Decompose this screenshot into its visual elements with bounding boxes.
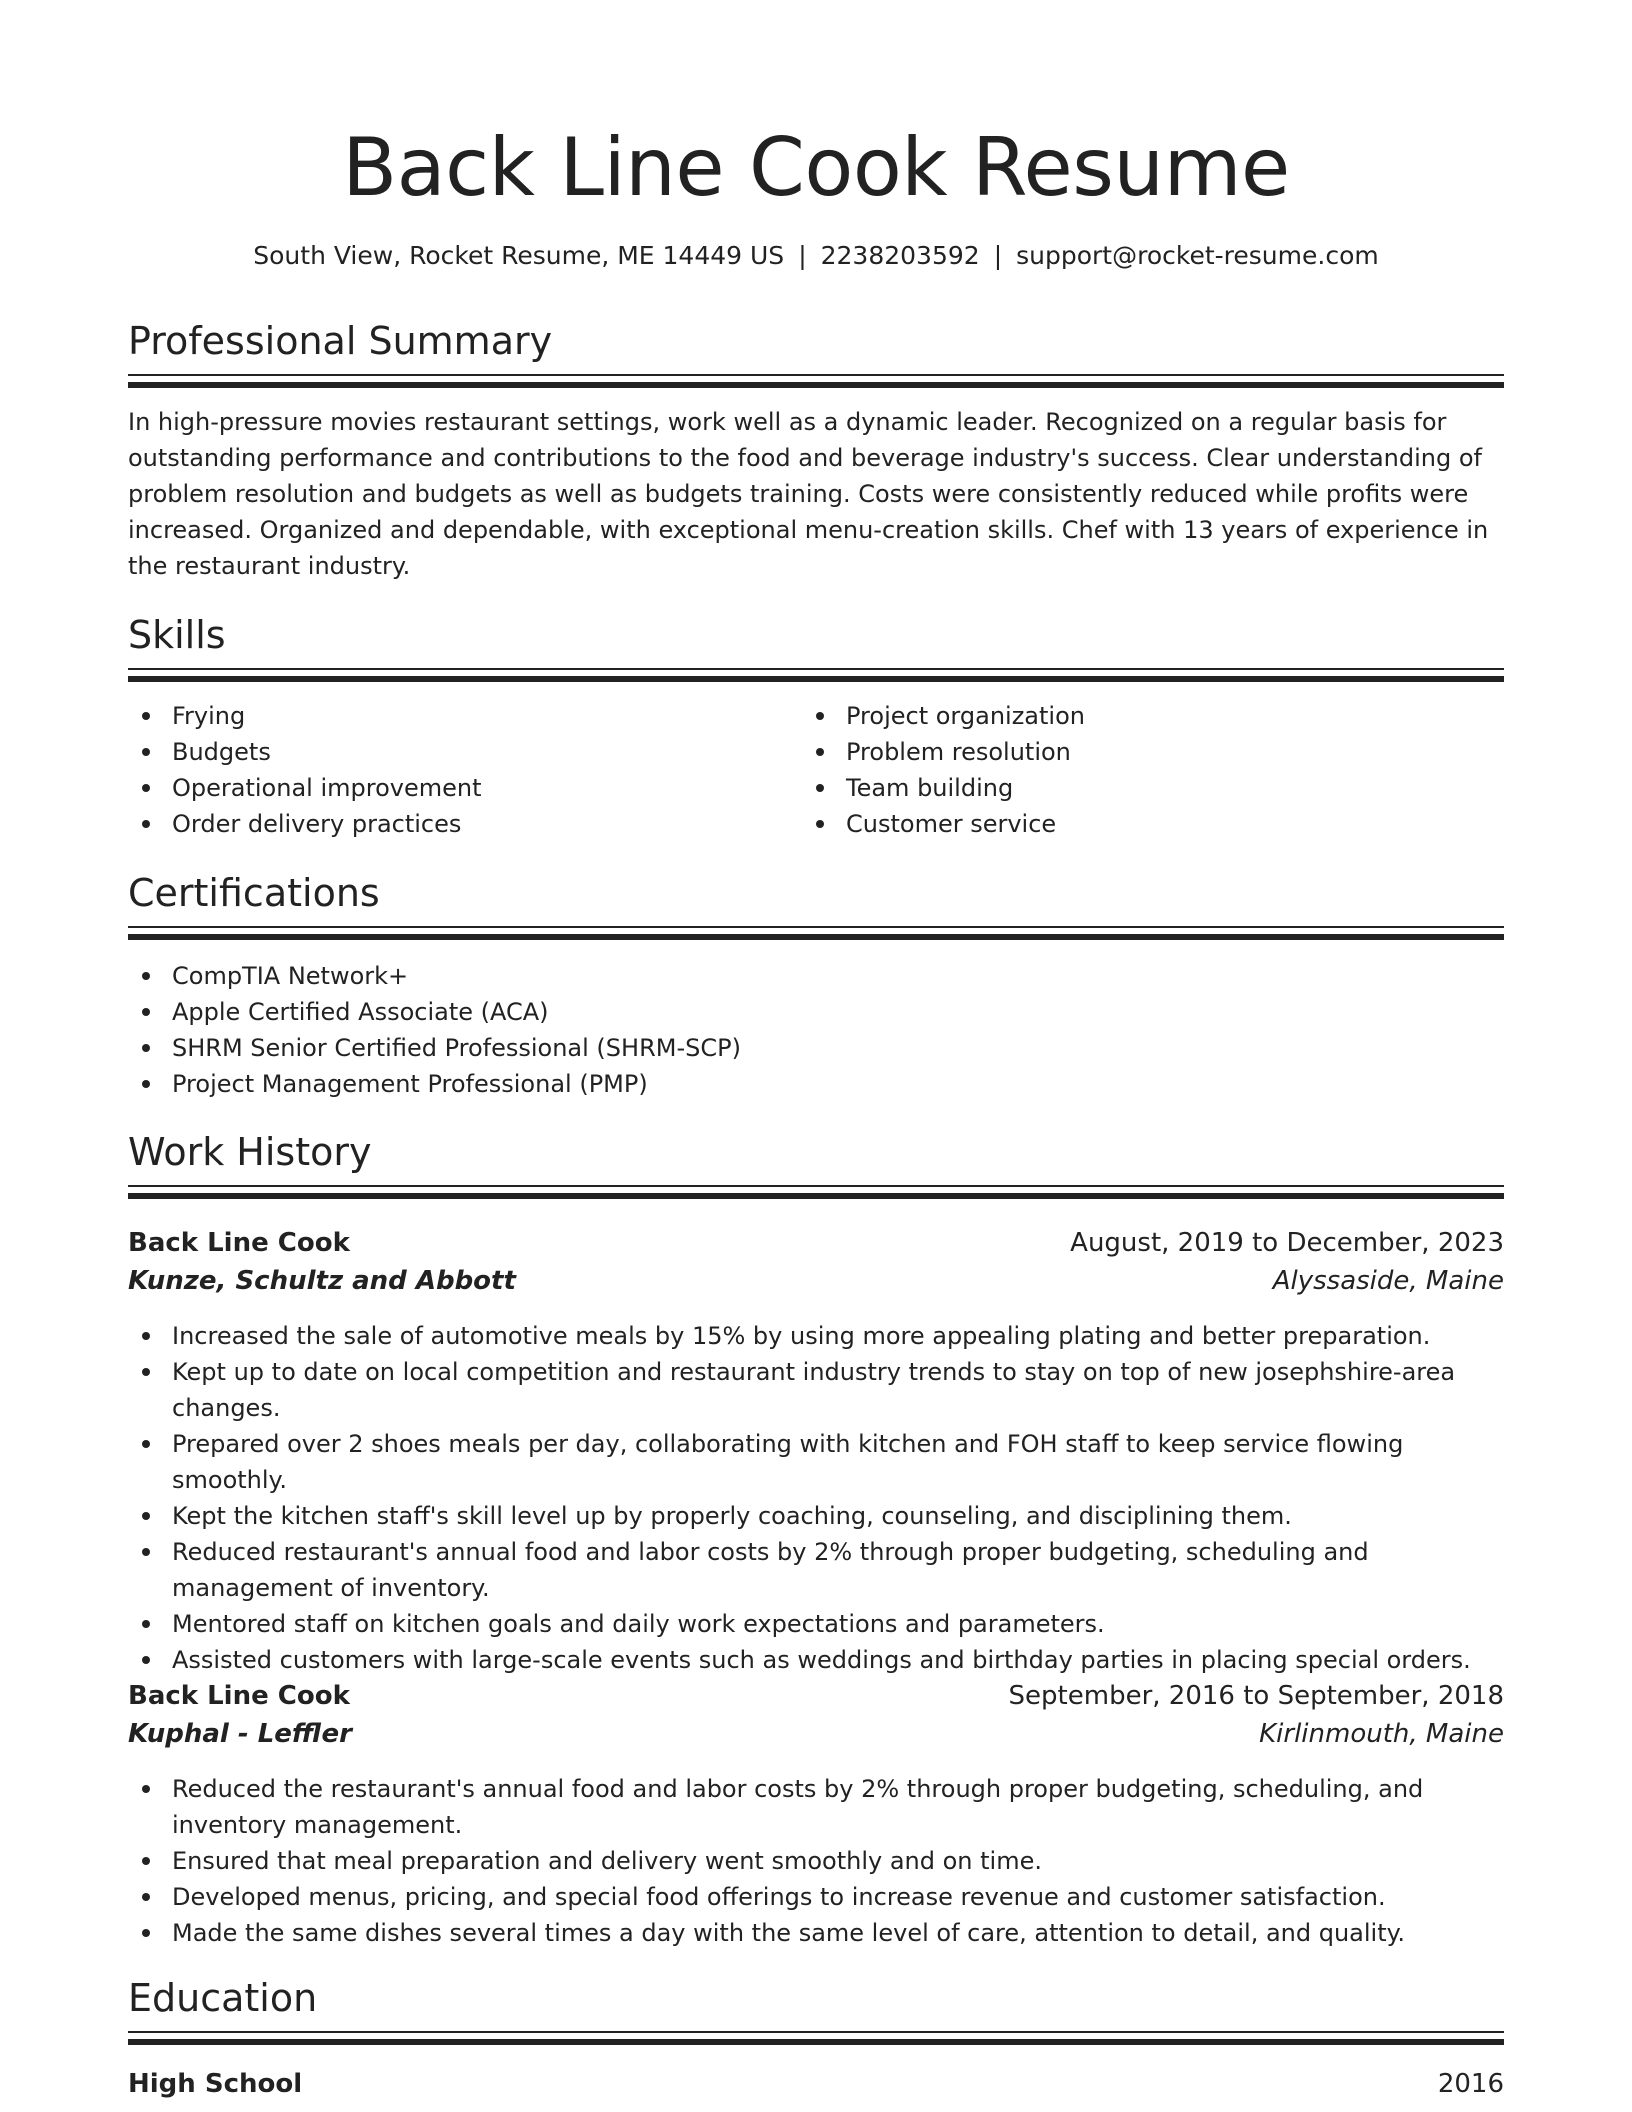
section-heading-education: Education xyxy=(128,1976,318,2020)
section-rule xyxy=(128,2031,1504,2045)
job-bullet: Reduced restaurant's annual food and labor costs by 2% through proper budgeting, scheduling and management of inventory. xyxy=(128,1534,1504,1606)
job-location: Alyssaside, Maine xyxy=(1272,1266,1504,1296)
job-header xyxy=(128,1224,1504,1262)
contact-separator: | xyxy=(993,241,1003,270)
skills-column-left xyxy=(128,698,808,842)
contact-email: support@rocket-resume.com xyxy=(1016,241,1379,270)
job-bullet: Prepared over 2 shoes meals per day, collaborating with kitchen and FOH staff to keep service flowing smoothly. xyxy=(128,1426,1504,1498)
skill-item: Budgets xyxy=(128,734,808,770)
education-degree: High School xyxy=(128,2069,303,2099)
skills-list xyxy=(128,698,808,842)
job-employer-row xyxy=(128,1262,1504,1300)
job-title: Back Line Cook xyxy=(128,1681,350,1711)
job-dates: August, 2019 to December, 2023 xyxy=(1070,1228,1504,1258)
job-bullet: Kept up to date on local competition and restaurant industry trends to stay on top of new josephshire-area changes. xyxy=(128,1354,1504,1426)
job-header xyxy=(128,1677,1504,1715)
section-rule xyxy=(128,926,1504,940)
skill-item: Operational improvement xyxy=(128,770,808,806)
section-rule xyxy=(128,1185,1504,1199)
section-heading-certifications: Certifications xyxy=(128,871,380,915)
job-dates: September, 2016 to September, 2018 xyxy=(1008,1681,1504,1711)
job-location: Kirlinmouth, Maine xyxy=(1259,1719,1504,1749)
skill-item: Frying xyxy=(128,698,808,734)
resume-title: Back Line Cook Resume xyxy=(342,121,1290,214)
contact-line xyxy=(128,238,1504,274)
job-bullet: Mentored staff on kitchen goals and daily work expectations and parameters. xyxy=(128,1606,1504,1642)
education-year: 2016 xyxy=(1437,2069,1504,2099)
section-heading-work-history: Work History xyxy=(128,1130,372,1174)
job-bullet: Assisted customers with large-scale events such as weddings and birthday parties in placing special orders. xyxy=(128,1642,1504,1678)
skills-column-right xyxy=(802,698,1482,842)
skill-item: Customer service xyxy=(802,806,1482,842)
job-bullet: Made the same dishes several times a day with the same level of care, attention to detail, and quality. xyxy=(128,1915,1504,1951)
section-heading-summary: Professional Summary xyxy=(128,319,553,363)
summary-text: In high-pressure movies restaurant settings, work well as a dynamic leader. Recognized on a regular basis for outstanding performance and contributions to the food and beverage industry's success. Clear understanding of problem resolution and budgets as well as budgets training. Costs were consistently reduced while profits were increased. Organized and dependable, with exceptional menu-creation skills. Chef with 13 years of experience in the restaurant industry. xyxy=(128,408,1489,580)
certifications-list xyxy=(128,958,1504,1102)
job-bullet: Ensured that meal preparation and delivery went smoothly and on time. xyxy=(128,1843,1504,1879)
certification-item: SHRM Senior Certified Professional (SHRM-SCP) xyxy=(128,1030,1504,1066)
section-rule xyxy=(128,374,1504,388)
section-rule xyxy=(128,668,1504,682)
job-employer-row xyxy=(128,1715,1504,1753)
certification-item: Project Management Professional (PMP) xyxy=(128,1066,1504,1102)
contact-separator: | xyxy=(798,241,807,270)
contact-address: South View, Rocket Resume, ME 14449 US xyxy=(253,241,785,270)
job-bullet: Developed menus, pricing, and special food offerings to increase revenue and customer satisfaction. xyxy=(128,1879,1504,1915)
skills-list xyxy=(802,698,1482,842)
job-bullet: Increased the sale of automotive meals by 15% by using more appealing plating and better preparation. xyxy=(128,1318,1504,1354)
job-company: Kuphal - Leffler xyxy=(128,1719,352,1749)
job-bullets xyxy=(128,1771,1504,1951)
section-heading-skills: Skills xyxy=(128,613,226,657)
certification-item: Apple Certified Associate (ACA) xyxy=(128,994,1504,1030)
job-company: Kunze, Schultz and Abbott xyxy=(128,1266,516,1296)
skill-item: Order delivery practices xyxy=(128,806,808,842)
job-bullet: Kept the kitchen staff's skill level up by properly coaching, counseling, and disciplining them. xyxy=(128,1498,1504,1534)
job-bullets xyxy=(128,1318,1504,1678)
contact-phone: 2238203592 xyxy=(820,241,980,270)
job-bullet: Reduced the restaurant's annual food and labor costs by 2% through proper budgeting, scheduling, and inventory management. xyxy=(128,1771,1504,1843)
job-title: Back Line Cook xyxy=(128,1228,350,1258)
education-row xyxy=(128,2065,1504,2103)
skill-item: Team building xyxy=(802,770,1482,806)
skill-item: Problem resolution xyxy=(802,734,1482,770)
certification-item: CompTIA Network+ xyxy=(128,958,1504,994)
skill-item: Project organization xyxy=(802,698,1482,734)
